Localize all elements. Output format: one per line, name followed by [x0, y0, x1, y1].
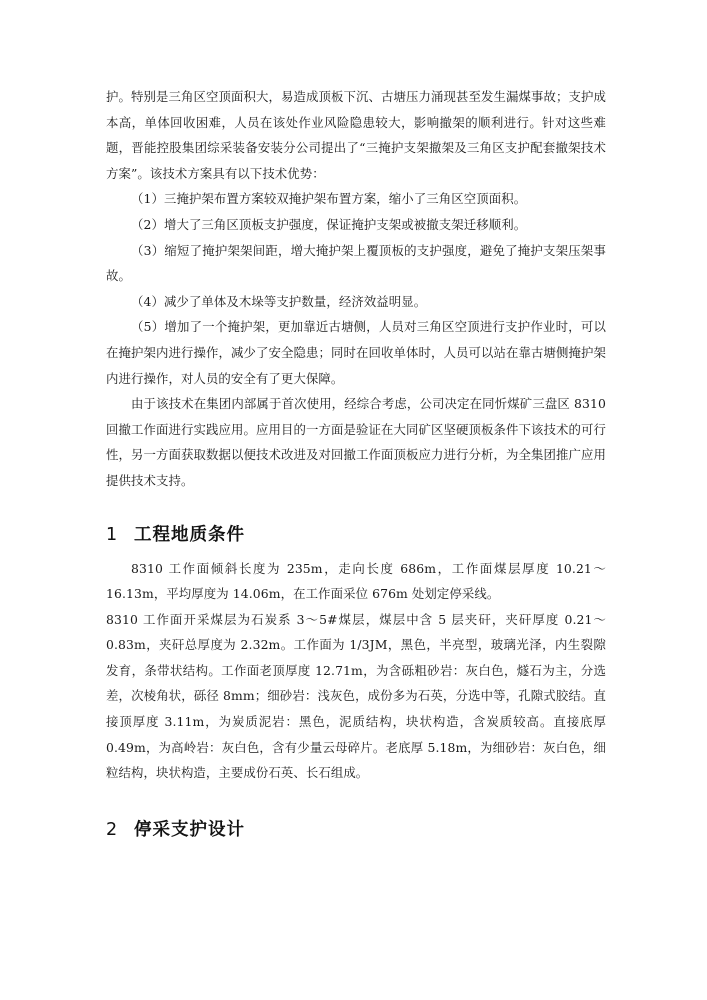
advantage-item-1: （1）三掩护架布置方案较双掩护架布置方案，缩小了三角区空顶面积。: [131, 191, 527, 207]
section-2-number: 2: [106, 819, 119, 840]
intro-paragraph-1: 护。特别是三角区空顶面积大，易造成顶板下沉、古塘压力涌现甚至发生漏煤事故；支护成本高，单体回收困难，人员在该处作业风险隐患较大，影响撤架的顺利进行。针对这些难题，晋能控股集团综采装备安装分公司提出了“三掩护支架撤架及三角区支护配套撤架技术方案”。该技术方案具有以下技术优势：: [106, 89, 606, 181]
advantage-item-2: （2）增大了三角区顶板支护强度，保证掩护支架或被撤支架迁移顺利。: [131, 216, 527, 232]
section-1-number: 1: [106, 524, 119, 545]
intro-paragraph-2: 由于该技术在集团内部属于首次使用，经综合考虑，公司决定在同忻煤矿三盘区 8310 回撤工作面进行实践应用。应用目的一方面是验证在大同矿区坚硬顶板条件下该技术的可行性，另一方面获取数据以便技术改进及对回撤工作面顶板应力进行分析，为全集团推广应用提供技术支持。: [106, 396, 606, 488]
section-1-paragraph-1: 8310 工作面倾斜长度为 235m，走向长度 686m，工作面煤层厚度 10.21～16.13m，平均厚度为 14.06m，在工作面采位 676m 处划定停采线。: [106, 560, 606, 602]
advantage-item-4: （4）减少了单体及木垛等支护数量，经济效益明显。: [131, 293, 427, 309]
section-1-paragraph-2: 8310 工作面开采煤层为石炭系 3～5#煤层，煤层中含 5 层夹矸，夹矸厚度 0.21～0.83m，夹矸总厚度为 2.32m。工作面为 1/3JM，黑色，半亮型，玻璃光泽，内生裂隙发育，条带状结构。工作面老顶厚度 12.71m，为含砾粗砂岩：灰白色，燧石为主，分选差，次棱角状，砾径 8mm；细砂岩：浅灰色，成份多为石英，分选中等，孔隙式胶结。直接顶厚度 3.11m，为炭质泥岩：黑色，泥质结构，块状构造，含炭质较高。直接底厚 0.49m，为高岭岩：灰白色，含有少量云母碎片。老底厚 5.18m，为细砂岩：灰白色，细粒结构，块状构造，主要成份石英、长石组成。: [106, 611, 606, 781]
advantage-item-5: （5）增加了一个掩护架，更加靠近古塘侧，人员对三角区空顶进行支护作业时，可以在掩护架内进行操作，减少了安全隐患；同时在回收单体时，人员可以站在靠古塘侧掩护架内进行操作，对人员的安全有了更大保障。: [106, 319, 606, 386]
document-page: [106, 84, 606, 841]
section-2-heading: [106, 816, 606, 841]
section-2-title: 停采支护设计: [134, 819, 245, 840]
section-1-heading: [106, 521, 606, 546]
section-1-title: 工程地质条件: [134, 524, 245, 545]
advantage-item-3: （3）缩短了掩护架架间距，增大掩护架上覆顶板的支护强度，避免了掩护支架压架事故。: [106, 242, 606, 284]
